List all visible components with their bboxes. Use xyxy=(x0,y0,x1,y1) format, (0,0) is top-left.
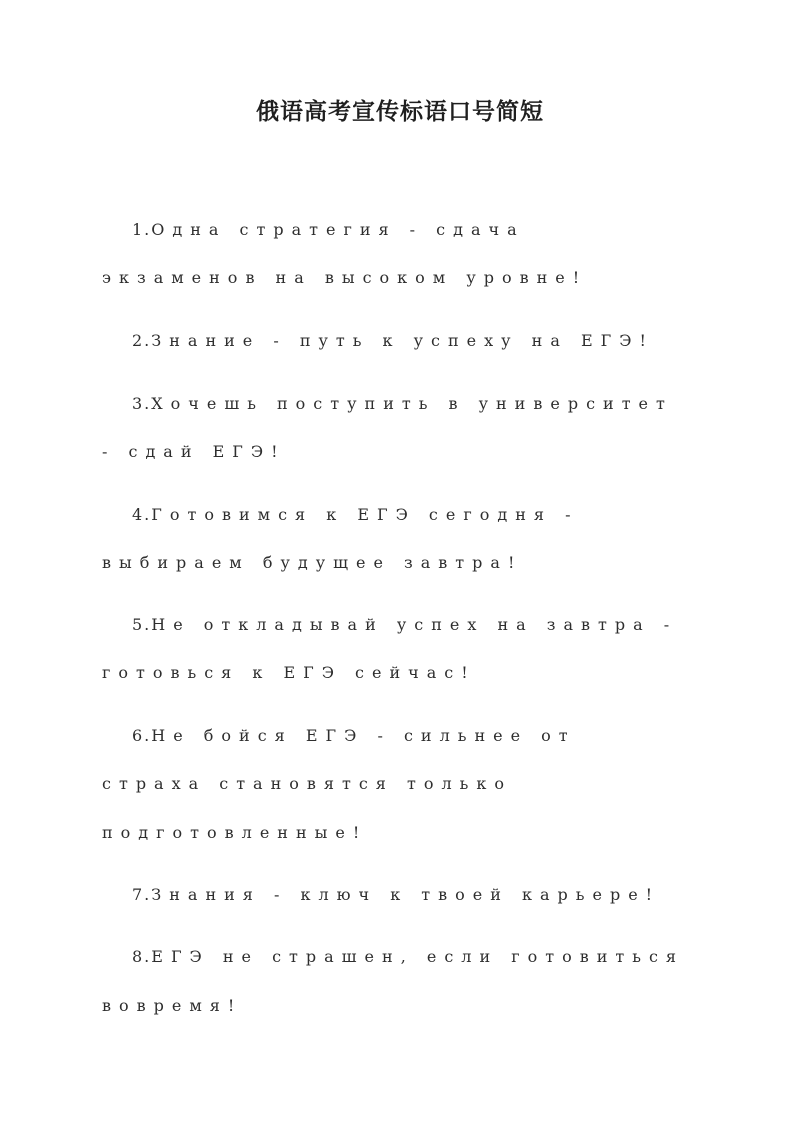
slogan-text-line: вовремя! xyxy=(102,996,243,1015)
document-title: 俄语高考宣传标语口号简短 xyxy=(256,98,544,125)
slogan-number: 8. xyxy=(132,947,152,966)
slogan-text-line: Знание - путь к успеху на ЕГЭ! xyxy=(151,331,654,350)
slogan-text-line: Знания - ключ к твоей карьере! xyxy=(151,885,661,904)
slogan-text-line: ЕГЭ не страшен, если готовиться xyxy=(151,947,684,966)
slogan-text-line: выбираем будущее завтра! xyxy=(102,553,523,572)
slogan-text-line: Готовимся к ЕГЭ сегодня - xyxy=(151,505,579,524)
slogan-text-line: Не откладывай успех на завтра - xyxy=(151,615,678,634)
slogan-number: 5. xyxy=(132,615,152,634)
slogan-number: 7. xyxy=(132,885,152,904)
slogan-text-line: страха становятся только xyxy=(102,774,512,793)
slogan-text-line: подготовленные! xyxy=(102,823,368,842)
slogan-text-line: экзаменов на высоком уровне! xyxy=(102,268,588,287)
slogan-text-line: Не бойся ЕГЭ - сильнее от xyxy=(151,726,576,745)
slogan-text-line: - сдай ЕГЭ! xyxy=(102,442,286,461)
slogan-text-line: Одна стратегия - сдача xyxy=(151,220,525,239)
slogan-number: 6. xyxy=(132,726,152,745)
slogan-number: 3. xyxy=(132,394,152,413)
slogan-number: 1. xyxy=(132,220,152,239)
slogan-text-line: готовься к ЕГЭ сейчас! xyxy=(102,663,476,682)
slogan-text-line: Хочешь поступить в университет xyxy=(151,394,673,413)
slogan-number: 2. xyxy=(132,331,152,350)
slogan-number: 4. xyxy=(132,505,152,524)
